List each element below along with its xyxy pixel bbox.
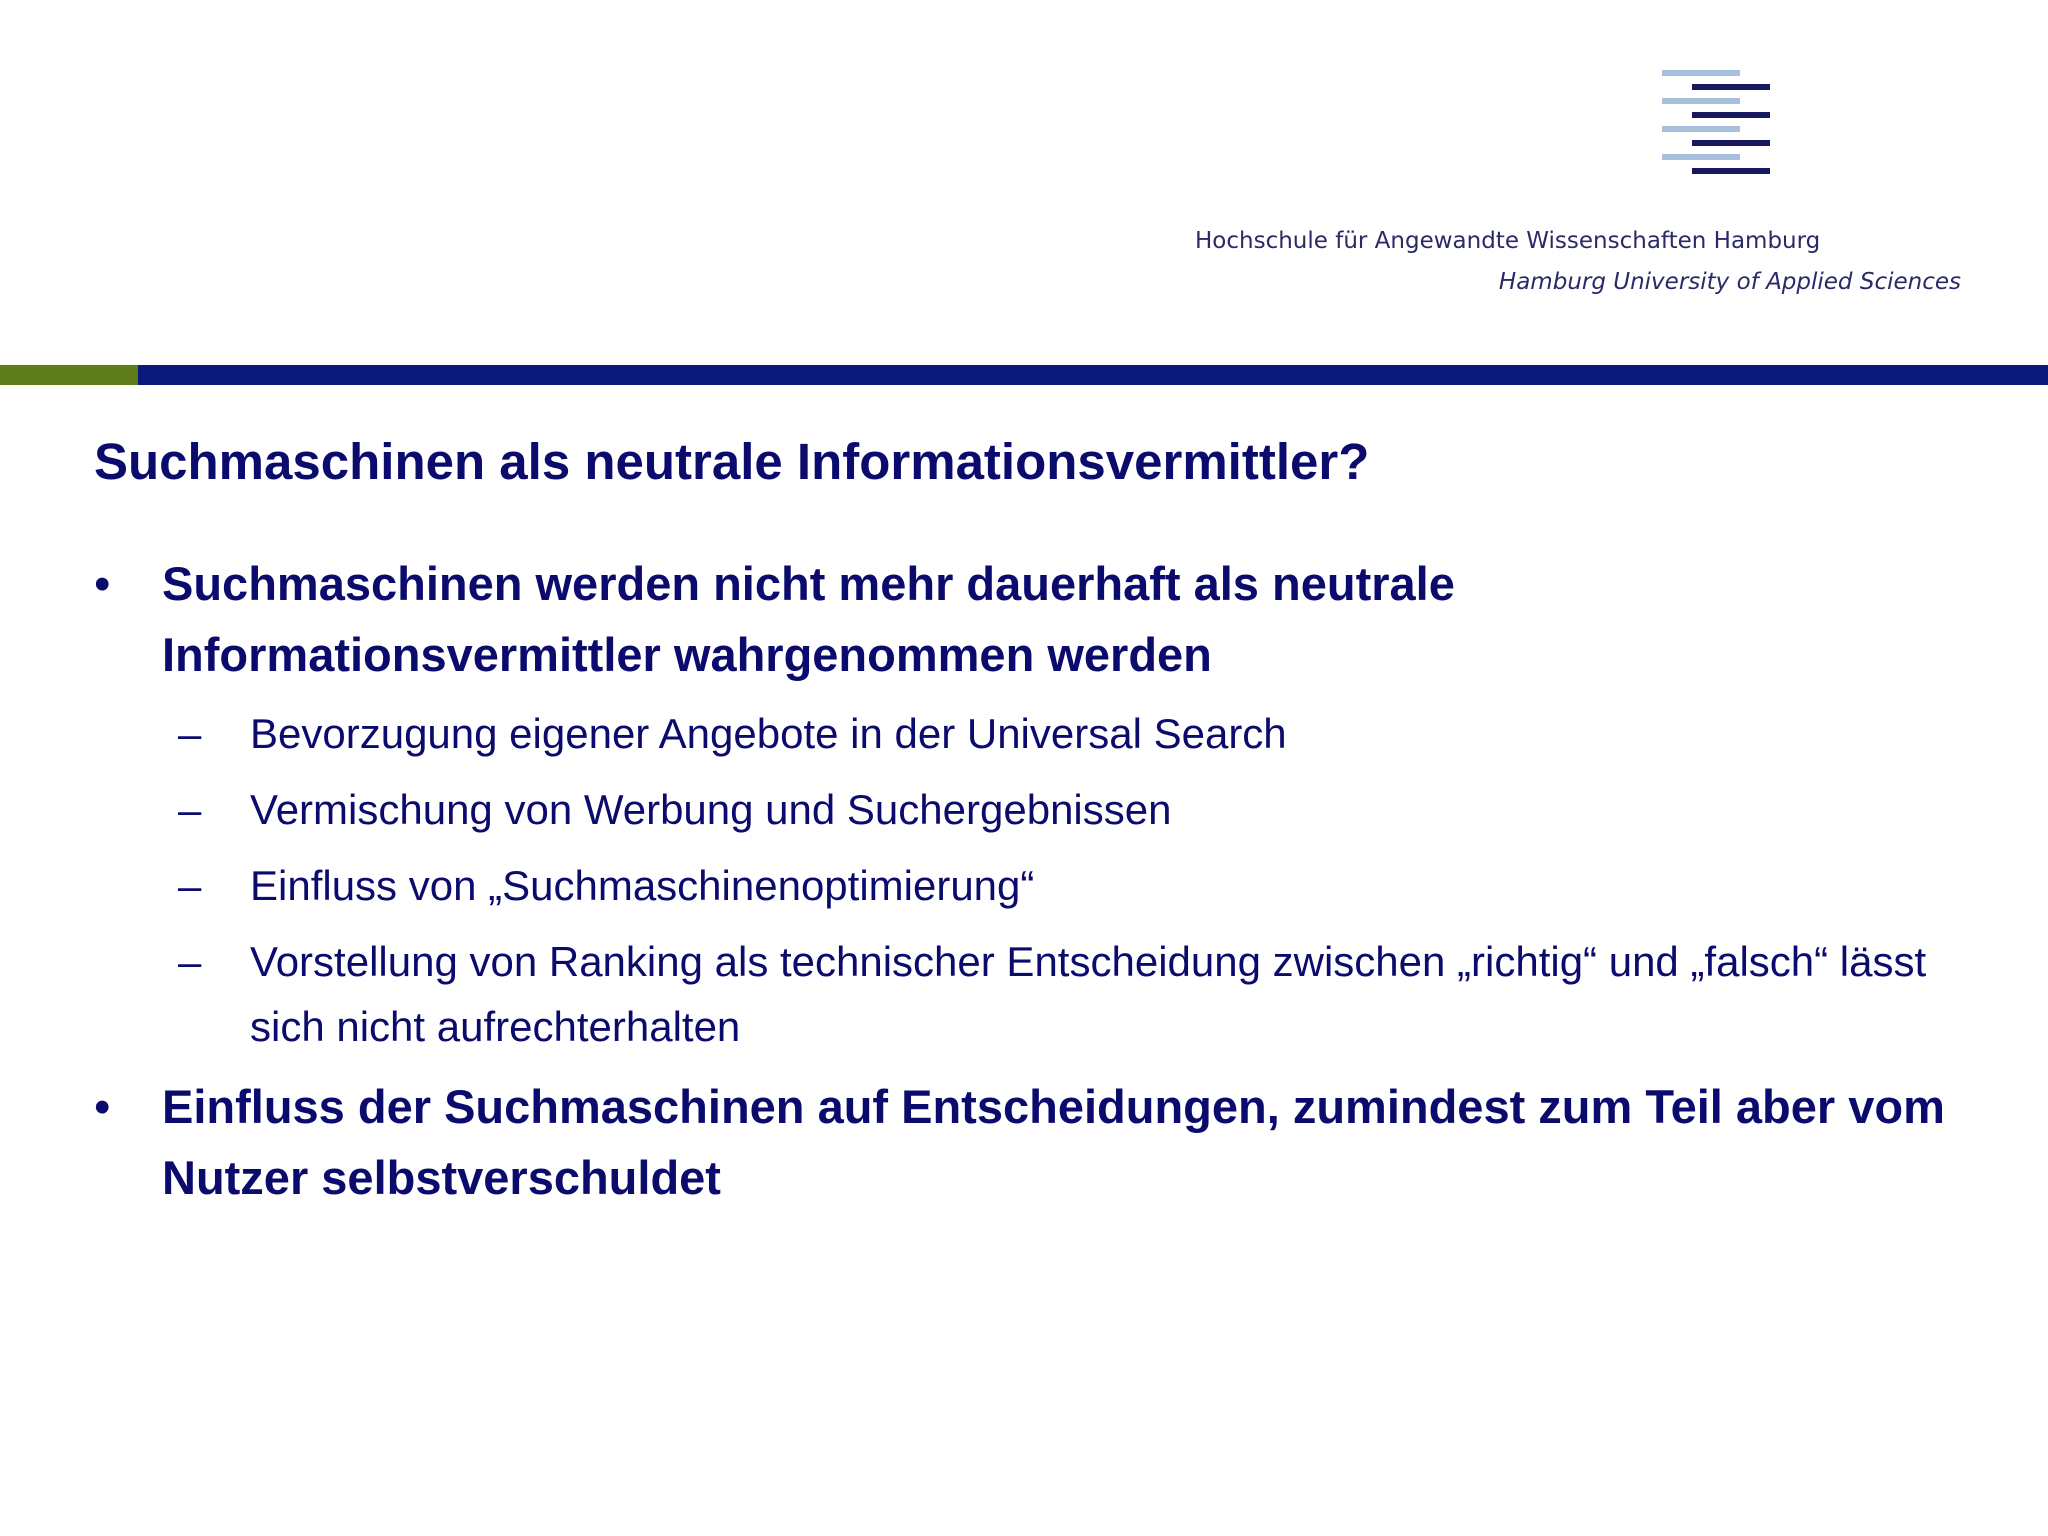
bullet-marker: • — [94, 1080, 111, 1133]
sub-point — [94, 929, 1954, 1059]
dash-marker: – — [178, 862, 202, 909]
dash-marker: – — [178, 938, 202, 985]
sub-point — [94, 853, 1954, 918]
header-bar-blue — [138, 365, 2048, 385]
logo-stripe — [1692, 84, 1770, 90]
dash-marker: – — [178, 710, 202, 757]
sub-point — [94, 777, 1954, 842]
sub-point — [94, 701, 1954, 766]
institution-name-english: Hamburg University of Applied Sciences — [1498, 269, 1961, 295]
bullet-text: Einfluss der Suchmaschinen auf Entscheidungen, zumindest zum Teil aber vom Nutzer selbstverschuldet — [162, 1080, 1945, 1204]
sub-point-text: Bevorzugung eigener Angebote in der Universal Search — [250, 710, 1287, 757]
logo-stripe — [1662, 98, 1740, 104]
logo-stripe — [1692, 140, 1770, 146]
sub-point-list — [94, 701, 1954, 1059]
slide-title: Suchmaschinen als neutrale Informationsvermittler? — [94, 433, 1370, 490]
header-bar-green — [0, 365, 138, 385]
dash-marker: – — [178, 786, 202, 833]
logo-stripe — [1692, 112, 1770, 118]
university-logo — [1662, 70, 1772, 180]
bullet-point — [94, 1071, 1954, 1213]
logo-stripe — [1692, 168, 1770, 174]
logo-stripe — [1662, 70, 1740, 76]
logo-stripe — [1662, 126, 1740, 132]
institution-name-german: Hochschule für Angewandte Wissenschaften Hamburg — [1195, 228, 1821, 254]
slide-content — [94, 548, 1954, 1213]
logo-stripe — [1662, 154, 1740, 160]
sub-point-text: Einfluss von „Suchmaschinenoptimierung“ — [250, 862, 1035, 909]
bullet-marker: • — [94, 557, 111, 610]
bullet-text: Suchmaschinen werden nicht mehr dauerhaft als neutrale Informationsvermittler wahrgenommen werden — [162, 557, 1455, 681]
sub-point-text: Vermischung von Werbung und Suchergebnissen — [250, 786, 1172, 833]
bullet-point — [94, 548, 1954, 690]
sub-point-text: Vorstellung von Ranking als technischer Entscheidung zwischen „richtig“ und „falsch“ lässt sich nicht aufrechterhalten — [250, 938, 1927, 1050]
